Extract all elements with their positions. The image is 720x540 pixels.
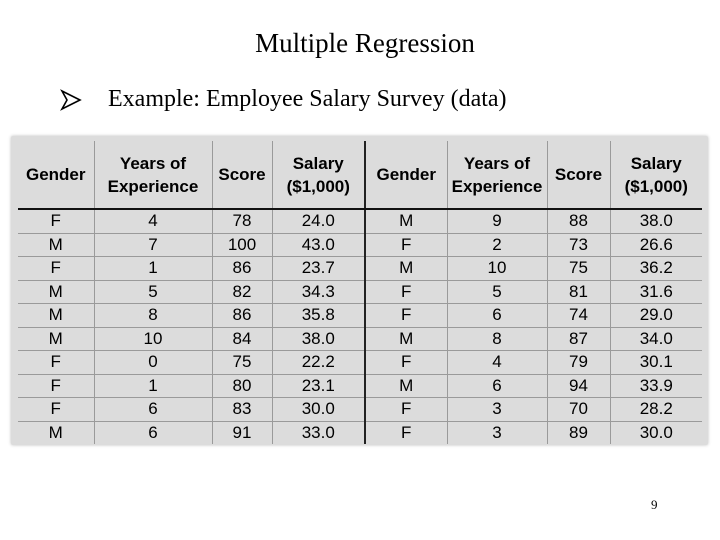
table-cell: 30.1 — [610, 351, 702, 375]
table-cell: 89 — [547, 421, 610, 444]
table-cell: M — [18, 280, 94, 304]
table-cell: 1 — [94, 374, 212, 398]
table-cell: 83 — [212, 398, 272, 422]
table-cell: 34.3 — [272, 280, 365, 304]
table-cell: 22.2 — [272, 351, 365, 375]
table-cell: 38.0 — [610, 209, 702, 233]
table-cell: 3 — [447, 398, 547, 422]
table-cell: F — [18, 398, 94, 422]
table-cell: 74 — [547, 304, 610, 328]
table-cell: M — [18, 327, 94, 351]
table-cell: 9 — [447, 209, 547, 233]
table-cell: F — [50, 211, 61, 231]
table-cell: F — [365, 421, 447, 444]
page-number: 9 — [651, 497, 658, 512]
table-cell: 84 — [212, 327, 272, 351]
table-row — [18, 280, 702, 304]
table-cell: F — [18, 257, 94, 281]
table-cell: 30.0 — [272, 398, 365, 422]
table-cell: 6 — [94, 398, 212, 422]
table-cell: 4 — [447, 351, 547, 375]
table-cell: 5 — [94, 280, 212, 304]
table-cell: M — [365, 374, 447, 398]
header-score-2: Score — [547, 141, 610, 209]
table-cell: 8 — [447, 327, 547, 351]
table-cell: 10 — [94, 327, 212, 351]
table-cell: 79 — [547, 351, 610, 375]
table-cell: 36.2 — [610, 257, 702, 281]
table-body — [18, 209, 702, 444]
table-row — [18, 304, 702, 328]
table-cell: 33.9 — [610, 374, 702, 398]
table-cell: F — [365, 398, 447, 422]
table-header-row — [18, 141, 702, 209]
table-cell: 0 — [94, 351, 212, 375]
table-cell: 73 — [547, 233, 610, 257]
table-cell: 43.0 — [272, 233, 365, 257]
table-cell: 75 — [212, 351, 272, 375]
table-cell: 1 — [94, 257, 212, 281]
table-cell: M — [18, 304, 94, 328]
table-cell: 23.1 — [272, 374, 365, 398]
table-cell: 86 — [212, 304, 272, 328]
salary-table — [18, 141, 702, 444]
table-cell: 34.0 — [610, 327, 702, 351]
bullet-line — [60, 86, 507, 113]
table-cell: 10 — [447, 257, 547, 281]
table-cell: 81 — [547, 280, 610, 304]
table-cell: M — [365, 209, 447, 233]
table-row — [18, 257, 702, 281]
table-cell: 6 — [94, 421, 212, 444]
table-cell: 100 — [212, 233, 272, 257]
table-cell: M — [18, 421, 94, 444]
table-row — [18, 209, 702, 233]
table-row — [18, 374, 702, 398]
table-cell: 31.6 — [610, 280, 702, 304]
table-cell: 3 — [447, 421, 547, 444]
table-cell: 70 — [547, 398, 610, 422]
arrow-bullet-icon — [60, 89, 82, 111]
table-cell: 78 — [212, 209, 272, 233]
table-cell: 7 — [94, 233, 212, 257]
table-cell: 91 — [212, 421, 272, 444]
table-row — [18, 398, 702, 422]
table-cell: 4 — [94, 209, 212, 233]
table-cell: 80 — [212, 374, 272, 398]
table-cell: 2 — [447, 233, 547, 257]
table-cell: 33.0 — [272, 421, 365, 444]
table-cell: 6 — [447, 374, 547, 398]
table-cell: 82 — [212, 280, 272, 304]
table-cell: 88 — [547, 209, 610, 233]
table-row — [18, 351, 702, 375]
table-cell: F — [365, 351, 447, 375]
table-cell: F — [365, 280, 447, 304]
header-years-experience: Years of Experience — [94, 141, 212, 209]
salary-table-image — [11, 136, 708, 445]
header-gender-2: Gender — [365, 141, 447, 209]
table-cell: 86 — [212, 257, 272, 281]
table-cell: 5 — [447, 280, 547, 304]
table-cell: 28.2 — [610, 398, 702, 422]
header-gender: Gender — [18, 141, 94, 209]
header-salary-2: Salary ($1,000) — [610, 141, 702, 209]
table-cell: 24.0 — [272, 209, 365, 233]
table-cell: 8 — [94, 304, 212, 328]
table-cell: F — [365, 304, 447, 328]
table-cell: 26.6 — [610, 233, 702, 257]
table-row — [18, 327, 702, 351]
table-cell: 30.0 — [610, 421, 702, 444]
table-cell: 94 — [547, 374, 610, 398]
table-cell: M — [18, 233, 94, 257]
table-cell: F — [18, 351, 94, 375]
table-cell: 29.0 — [610, 304, 702, 328]
table-cell: 23.7 — [272, 257, 365, 281]
table-row — [18, 421, 702, 444]
slide-title: Multiple Regression — [255, 28, 475, 58]
table-cell: F — [18, 374, 94, 398]
table-cell: 35.8 — [272, 304, 365, 328]
header-score: Score — [212, 141, 272, 209]
header-salary: Salary ($1,000) — [272, 141, 365, 209]
table-cell: 6 — [447, 304, 547, 328]
table-cell: 38.0 — [272, 327, 365, 351]
table-cell: M — [365, 257, 447, 281]
table-cell: M — [365, 327, 447, 351]
bullet-text: Example: Employee Salary Survey (data) — [108, 86, 507, 112]
header-years-experience-2: Years of Experience — [447, 141, 547, 209]
table-cell: F — [365, 233, 447, 257]
table-row — [18, 233, 702, 257]
table-cell: 75 — [547, 257, 610, 281]
table-cell: 87 — [547, 327, 610, 351]
